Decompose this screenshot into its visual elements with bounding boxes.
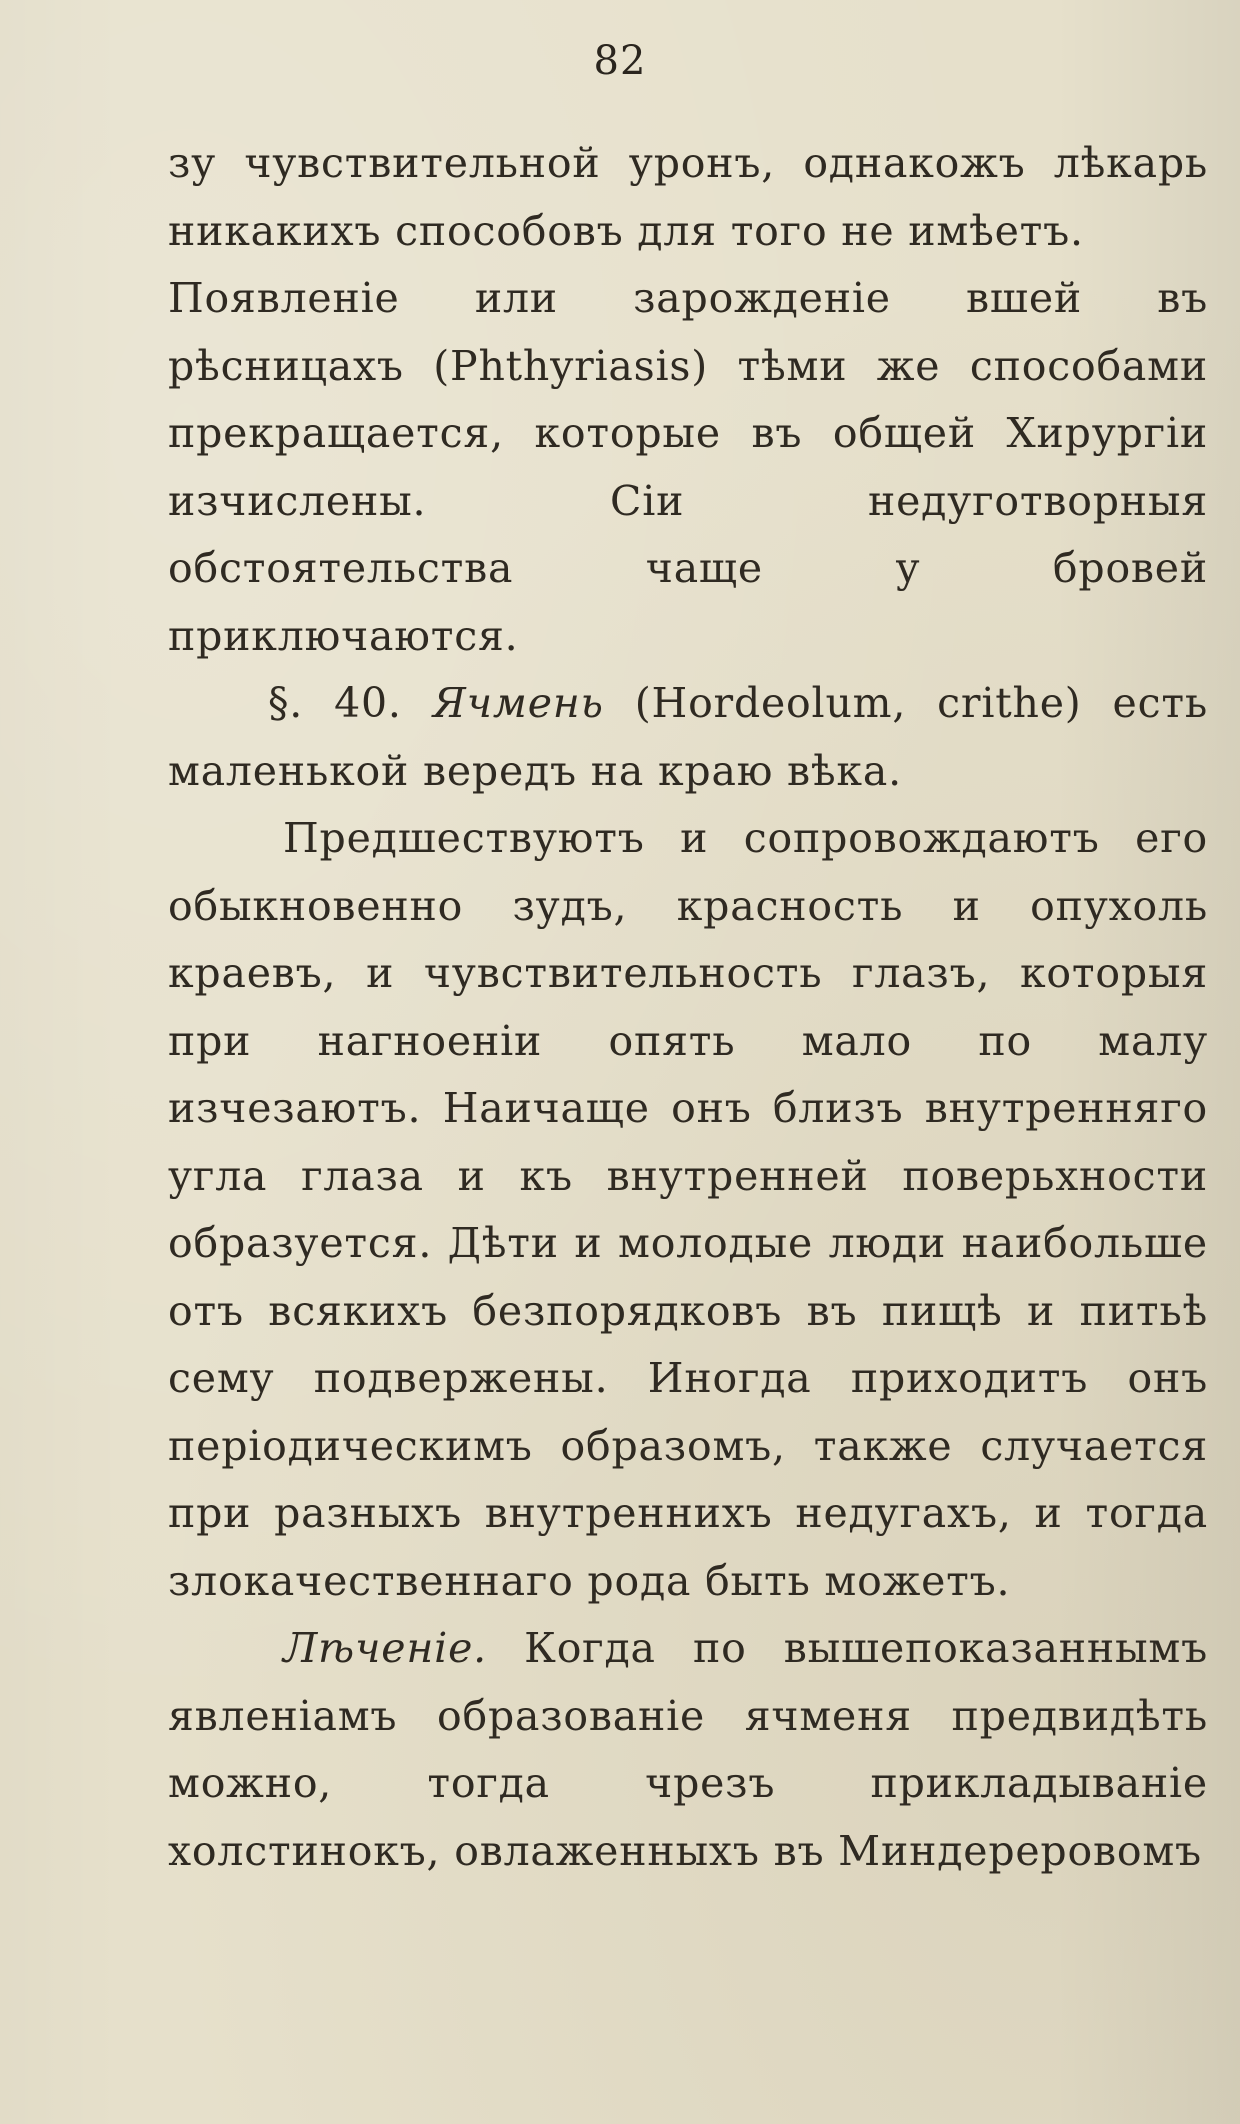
treatment-text: Когда по вышепоказаннымъ явленіамъ образованіе ячменя предвидѣть можно, тогда чрезъ прикладываніе холстинокъ, овлаженныхъ въ Миндереровомъ bbox=[168, 1624, 1208, 1875]
definition-text: (Hordeolum, crithe) есть маленькой вередъ на краю вѣка. bbox=[168, 679, 1208, 795]
paragraph-symptoms: Предшествуютъ и сопровождаютъ его обыкновенно зудъ, красность и опухоль краевъ, и чувствительность глазъ, которыя при нагноеніи опять мало по малу изчезаютъ. Наичаще онъ близъ внутренняго угла глаза и къ внутренней поверьхности образуется. Дѣти и молодые люди наибольше отъ всякихъ безпорядковъ въ пищѣ и питьѣ сему подвержены. Иногда приходитъ онъ періодическимъ образомъ, также случается при разныхъ внутреннихъ недугахъ, и тогда злокачественнаго рода быть можетъ. bbox=[168, 814, 1208, 1605]
paragraph-phthyriasis: Появленіе или зарожденіе вшей въ рѣсницахъ (Phthyriasis) тѣми же способами прекращается, которые въ общей Хирургіи изчислены. Сіи недуготворныя обстоятельства чаще у бровей приключаются. bbox=[168, 274, 1208, 660]
section-number: §. 40. bbox=[268, 679, 402, 727]
paragraph-continuation: зу чувствительной уронъ, однакожъ лѣкарь никакихъ способовъ для того не имѣетъ. bbox=[168, 139, 1208, 255]
term-treatment: Лѣченіе. bbox=[283, 1624, 487, 1672]
term-hordeolum: Ячмень bbox=[432, 679, 604, 727]
paragraph-hordeolum-definition bbox=[168, 670, 1208, 805]
page-number: 82 bbox=[593, 38, 647, 84]
paragraph-treatment bbox=[168, 1615, 1208, 1885]
body-text bbox=[168, 130, 1208, 1885]
